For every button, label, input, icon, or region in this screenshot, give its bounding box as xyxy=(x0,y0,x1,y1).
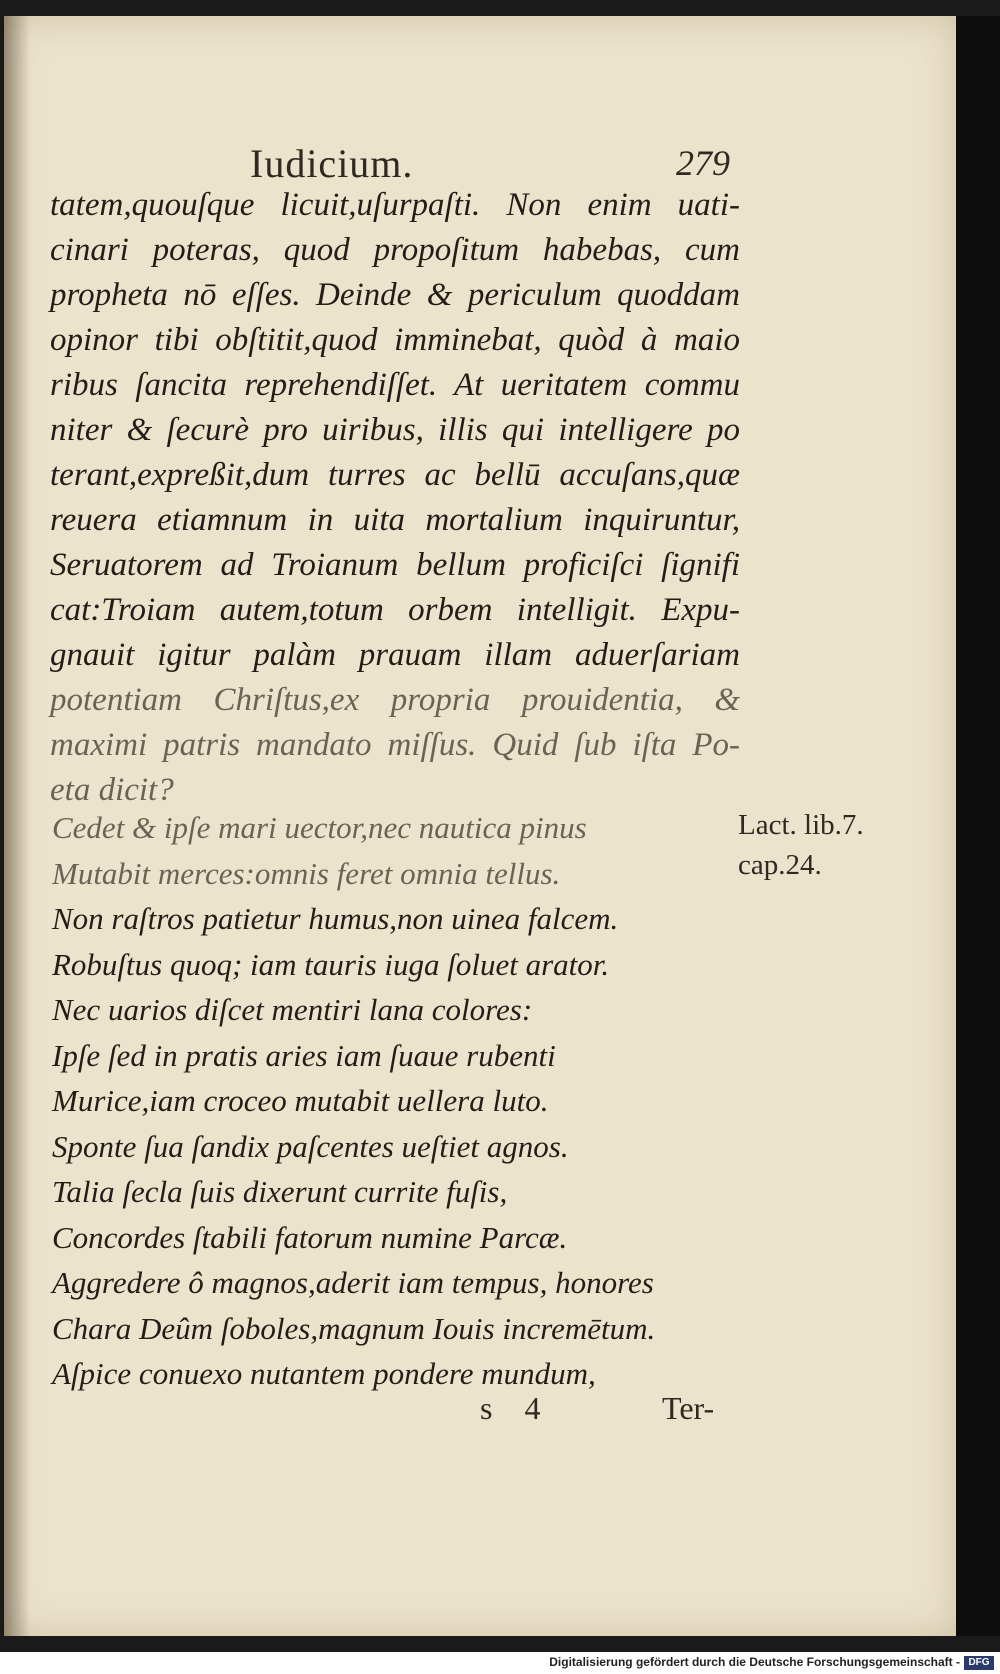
verse-line: Non raſtros patietur humus,non uinea falcem. xyxy=(52,901,619,936)
digitization-credit-bar xyxy=(0,1652,1000,1674)
page-number: 279 xyxy=(676,143,730,183)
credit-text: Digitalisierung gefördert durch die Deutsche Forschungsgemeinschaft - xyxy=(549,1655,960,1669)
text-line: tatem,quouſque licuit,uſurpaſti. Non enim uati- xyxy=(50,187,740,223)
text-line: terant,expreßit,dum turres ac bellū accuſans,quæ xyxy=(50,457,740,493)
text-line: gnauit igitur palàm prauam illam aduerſariam xyxy=(50,637,740,673)
catchword: Ter- xyxy=(662,1390,715,1426)
spine-shadow xyxy=(4,16,30,1636)
text-line: maximi patris mandato miſſus. Quid ſub iſta Po- xyxy=(50,727,740,763)
text-line: propheta nō eſſes. Deinde & periculum quoddam xyxy=(50,277,740,313)
text-line: Seruatorem ad Troianum bellum proficiſci ſignifi xyxy=(50,547,740,583)
verse-line: Chara Deûm ſoboles,magnum Iouis incremētum. xyxy=(52,1310,656,1346)
dfg-logo: DFG xyxy=(964,1656,994,1670)
verse-line: Ipſe ſed in pratis aries iam ſuaue rubenti xyxy=(52,1037,556,1073)
signature-mark: s 4 xyxy=(480,1390,553,1426)
verse-line: Aſpice conuexo nutantem pondere mundum, xyxy=(52,1356,596,1391)
text-line: eta dicit? xyxy=(50,772,174,808)
verse-line: Nec uarios diſcet mentiri lana colores: xyxy=(52,992,533,1027)
prose-block xyxy=(50,183,740,813)
verse-line: Murice,iam croceo mutabit uellera luto. xyxy=(52,1083,549,1118)
page-edge xyxy=(956,16,1000,1636)
verse-line: Aggredere ô magnos,aderit iam tempus, honores xyxy=(52,1265,654,1300)
verse-line: Robuſtus quoq; iam tauris iuga ſoluet arator. xyxy=(52,946,610,982)
verse-line: Mutabit merces:omnis feret omnia tellus. xyxy=(52,855,561,891)
text-line: cat:Troiam autem,totum orbem intelligit. Expu- xyxy=(50,592,740,628)
text-line: niter & ſecurè pro uiribus, illis qui intelligere po xyxy=(50,412,740,448)
verse-line: Cedet & ipſe mari uector,nec nautica pinus xyxy=(52,810,587,845)
verse-line: Concordes ſtabili fatorum numine Parcæ. xyxy=(52,1219,568,1255)
verse-block xyxy=(52,805,752,1397)
marginal-note-line: cap.24. xyxy=(738,849,822,881)
text-line: reuera etiamnum in uita mortalium inquiruntur, xyxy=(50,502,740,538)
text-line: potentiam Chriſtus,ex propria prouidentia, & xyxy=(50,682,740,718)
marginal-note xyxy=(738,805,908,885)
verse-line: Sponte ſua ſandix paſcentes ueſtiet agnos. xyxy=(52,1128,569,1164)
verse-line: Talia ſecla ſuis dixerunt currite fuſis, xyxy=(52,1174,508,1209)
marginal-note-line: Lact. lib.7. xyxy=(738,809,864,841)
text-line: cinari poteras, quod propoſitum habebas, cum xyxy=(50,232,740,268)
running-head: Iudicium. xyxy=(250,141,414,186)
text-line: ribus ſancita reprehendiſſet. At ueritatem commu xyxy=(50,367,740,403)
text-line: opinor tibi obſtitit,quod imminebat, quòd à maio xyxy=(50,322,740,358)
